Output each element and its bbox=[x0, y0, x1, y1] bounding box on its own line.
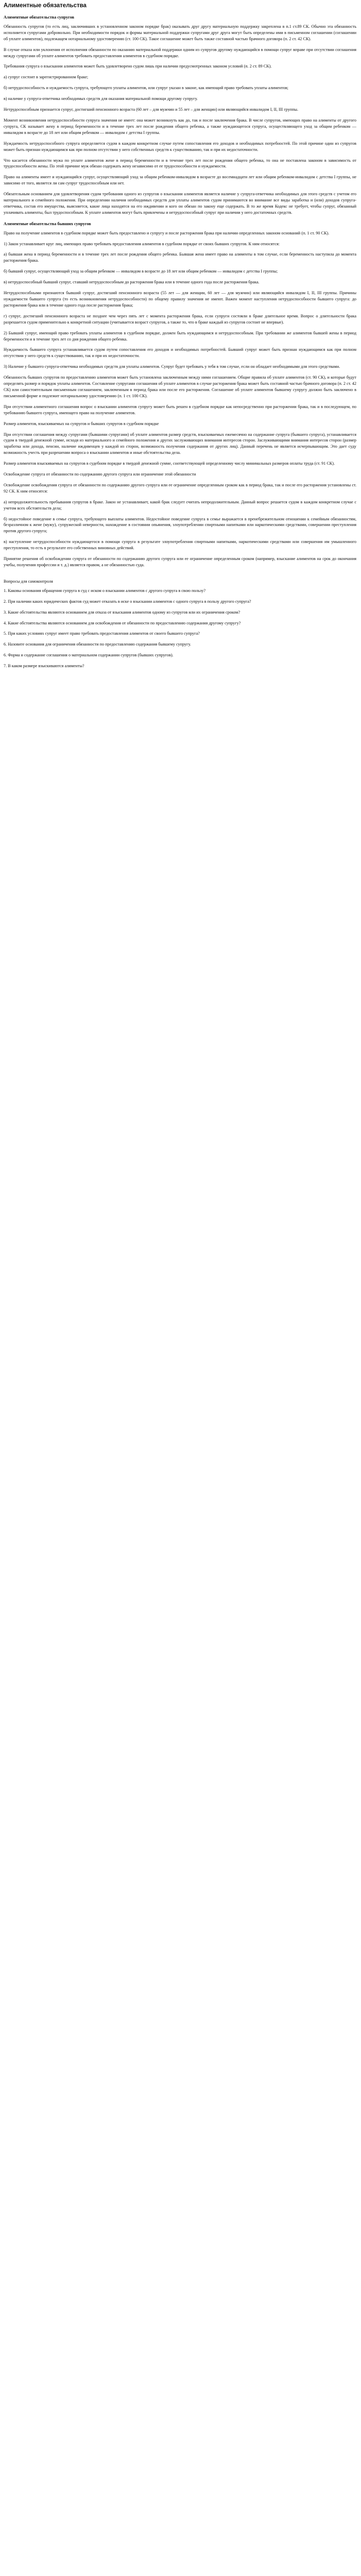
question-item: 6. Форма и содержание соглашения о материальном содержании супругов (бывших супругов). bbox=[4, 653, 174, 658]
paragraph: а) супруг состоит в зарегистрированном браке; bbox=[4, 75, 89, 80]
paragraph: Принятие решения об освобождении супруга от обязанности по содержанию другого супруга или ее ограничение определенным сроком (например, взыскание алиментов на срок до окончания учебы, получения профессии и т. д.) является правом, а не обязанностью суда. bbox=[4, 556, 356, 567]
entitled-persons-list bbox=[4, 251, 356, 325]
list-item: б) бывший супруг, осуществляющий уход за общим ребенком — инвалидом в возрасте до 18 лет или общим ребенком — инвалидом с детства I группы; bbox=[4, 269, 278, 274]
question-item: 7. В каком размере взыскиваются алименты? bbox=[4, 664, 84, 669]
list-item: г) супруг, достигший пенсионного возраста не позднее чем через пять лет с момента расторжения брака, если супруги состояли в браке длительное время. Вопрос о длительности брака разрешается судом применительно к конкретной ситуации (учитывается возраст супругов, а также то, что в браке каждый из супругов состоит не впервые). bbox=[4, 313, 356, 325]
list-item: а) непродолжительность пребывания супругов в браке. Закон не устанавливает, какой брак следует считать непродолжительным. Данный вопрос решается судом в каждом конкретном случае с учетом всех обстоятельств дела; bbox=[4, 499, 356, 511]
page-title: Алиментные обязательства bbox=[4, 3, 87, 9]
paragraph: Нуждаемость бывшего супруга устанавливается судом путем сопоставления его доходов и необходимых потребностей. Бывший супруг может быть признан нуждающимся как при полном отсутствии у него средств к существованию, так и при их недостаточности. bbox=[4, 347, 356, 359]
section-self-check-questions bbox=[4, 579, 356, 669]
paragraph: Обязательным основанием для удовлетворения судом требования одного из супругов о взыскании алиментов является наличие у супруга-ответчика необходимых для этого средств с учетом его материального и семейного положения. При определении наличия необходимых средств для уплаты алиментов судом принимаются во внимание все виды заработка и (или) доходов супруга-ответчика, состав его имущества, выясняется, какие лица находятся на его иждивении и кого он обязан по закону еще содержать. В то же время Кодекс не требует, чтобы супруг, обязанный уплачивать алименты, был трудоспособным. К уплате алиментов могут быть привлечены и нетрудоспособный супруг при наличии у него достаточных средств. bbox=[4, 192, 356, 215]
question-item: 6. Назовите основания для ограничения обязанности по предоставлению содержания бывшему супругу. bbox=[4, 642, 191, 647]
paragraph: Размер алиментов, взыскиваемых на супругов и бывших супругов в судебном порядке bbox=[4, 421, 159, 426]
paragraph: 3) Наличие у бывшего супруга-ответчика необходимых средств для уплаты алиментов. Супруг будет требовать у тебя в том случае, если он обладает необходимыми для этого средствами. bbox=[4, 364, 340, 369]
paragraph: в) наличие у супруга-ответчика необходимых средств для оказания материальной помощи другому супругу. bbox=[4, 96, 198, 101]
paragraph: Освобождение супруга от обязанности по содержанию другого супруга или ограничение этой обязанности bbox=[4, 472, 196, 477]
question-item: 2. При наличии каких юридических фактов суд может отказать в иске о взыскании алиментов с одного супруга в пользу другого супруга? bbox=[4, 599, 251, 604]
list-item: а) бывшая жена в период беременности и в течение трех лет после рождения общего ребенка. Бывшая жена имеет право на алименты в том случае, если беременность наступила до момента расторжения брака. bbox=[4, 252, 356, 263]
questions-list bbox=[4, 588, 356, 669]
list-item: б) недостойное поведение в семье супруга, требующего выплаты алиментов. Недостойное поведение супруга в семье выражается в пренебрежительном отношении к семейным обязанностям, безразличном к жене (мужу), супружеской неверности, нахождение в состоянии опьянения, злоупотреблении спиртными напитками или наркотическими средствами, совершении преступления против другого супруга; bbox=[4, 516, 356, 534]
question-item: 5. При каких условиях супруг имеет право требовать предоставления алиментов от своего бывшего супруга? bbox=[4, 631, 200, 636]
paragraph: Размер алиментов взыскиваемых на супругов в судебном порядке в твердой денежной сумме, соответствующей определенному числу минимальных размеров оплаты труда (ст. 91 СК). bbox=[4, 461, 335, 466]
question-item: 1. Каковы основания обращения супруга в суд с иском о взыскании алиментов с другого супруга в свою пользу? bbox=[4, 588, 205, 593]
paragraph: Нетрудоспособным признается супруг, достигший пенсионного возраста (60 лет – для мужчин и 55 лет – для женщин) или являющийся инвалидом I, II, III группы. bbox=[4, 107, 299, 112]
paragraph: Обязанность бывших супругов по предоставлению алиментов может быть установлена заключенным между ними соглашением. Общие правила об уплате алиментов (ст. 90 СК), и которые будут определять размер и порядок уплаты алиментов. Составление супругами соглашения об уплате алиментов в случае расторжения брака может быть составной частью брачного договора (п. 2 ст. 42 СК) или самостоятельным письменным соглашением, заключенным в период брака или после его расторжения. Соглашение об уплате алиментов бывшему супругу должно быть заключено в письменной форме и подлежит нотариальному удостоверению (п. 1 ст. 100 СК). bbox=[4, 375, 356, 398]
paragraph: При отсутствии алиментного соглашения вопрос о взыскании алиментов супругу может быть решен в судебном порядке как непосредственно при расторжении брака, так и в последующем, по требованию бывшего супруга, имеющего право на получение алиментов. bbox=[4, 404, 356, 415]
paragraph: Право на алименты имеет и нуждающийся супруг, осуществляющий уход за общим ребенком-инвалидом в возрасте до восемнадцати лет или общим ребенком-инвалидом с детства I группы, не зависимо от того, является ли сам супруг трудоспособным или нет. bbox=[4, 175, 356, 186]
section-former-spouses bbox=[4, 221, 356, 568]
questions-heading: Вопросы для самоконтроля bbox=[4, 579, 53, 584]
paragraph: Обязанность супругов (то есть лиц, заключивших в установленном законом порядке брак) оказывать друг другу материальную поддержку закреплена в п.1 ст.89 СК. Обычно эта обязанность исполняется супругами добровольно. При необходимости порядок и формы материальной поддержки супругами друг друга могут быть определены ими в письменном соглашении (соглашении об уплате алиментов), подлежащем нотариальному удостоверению (ст. 100 СК). Такое соглашение может быть также составной частью брачного договора (п. 2 ст. 42 СК). bbox=[4, 24, 356, 41]
question-item: 3. Какие обстоятельства являются основанием для отказа от взыскания алиментов одному из супругов или их ограничения сроком? bbox=[4, 609, 240, 615]
exemption-grounds-list bbox=[4, 499, 356, 551]
question-item: 4. Какие обстоятельства являются основанием для освобождения от обязанности по предоставлению содержания другому супругу? bbox=[4, 620, 241, 625]
paragraph: б) нетрудоспособность и нуждаемость супруга, требующего уплаты алиментов, или супруг указан в законе, как имеющий право требовать уплаты алиментов; bbox=[4, 86, 288, 91]
section-spouses bbox=[4, 14, 356, 216]
paragraph: Нуждаемость нетрудоспособного супруга определяется судом в каждом конкретном случае путем сопоставления его доходов и необходимых потребностей. По этой причине один из супругов может быть признан нуждающимся как при полном отсутствии у него собственных средств к существованию, так и при их недостаточности. bbox=[4, 141, 356, 152]
paragraph: Право на получение алиментов в судебном порядке может быть предоставлено и супругу и после расторжения брака при наличии определенных законом оснований (п. 1 ст. 90 СК). bbox=[4, 230, 330, 235]
list-item: в) нетрудоспособный бывший супруг, ставший нетрудоспособным до расторжения брака или в течение одного года после расторжения брака. bbox=[4, 280, 260, 285]
paragraph: Момент возникновения нетрудоспособности супруга значения не имеет: она может возникнуть как до, так и после заключения брака. В числе супругов, имеющих право на алименты от другого супруга, СК называет жену в период беременности и в течение трех лет после рождения общего ребенка, а также нуждающегося супруга, осуществляющего уход за общим ребенком — инвалидом в возрасте до 18 лет или общим ребенком — инвалидом с детства I группы. bbox=[4, 117, 356, 135]
section-heading-spouses: Алиментные обязательства супругов bbox=[4, 15, 75, 20]
paragraph: При отсутствии соглашения между супругами (бывшими супругами) об уплате алиментов размер средств, взыскиваемых ежемесячно на содержание супруга (бывшего супруга), устанавливается судом в твердой денежной сумме, исходя из материального и семейного положения и других заслуживающих внимания интересов сторон. Заслуживающими внимания интересов сторон (размер заработка или дохода, пенсии, наличие иждивенцев у каждой из сторон, возможность получения содержания от других лиц). Данный перечень не является исчерпывающим. Это дает суду возможность учесть при разрешении вопроса о взыскании алиментов и иные обстоятельства дела. bbox=[4, 432, 356, 455]
list-item: Нетрудоспособными признаются бывший супруг, достигший пенсионного возраста (55 лет — для женщин, 60 лет — для мужчин) или являющийся инвалидом I, II, III группы. Причины нуждаемости бывшего супруга (то есть возникновения нетрудоспособности) по общему правилу значения не имеют. Важен момент наступления нетрудоспособности бывшего супруга: до расторжения брака или в течение одного года после расторжения брака; bbox=[4, 291, 356, 308]
paragraph: 2) Бывший супруг, имеющий право требовать уплаты алиментов в судебном порядке, должен быть нуждающимся и нетрудоспособным. При требовании же алиментов бывшей жены в период беременности и в течение трех лет со дня рождения общего ребенка. bbox=[4, 330, 356, 342]
paragraph: Требования супруга о взыскании алиментов может быть удовлетворено судом лишь при наличии предусмотренных законом условий (п. 2 ст. 89 СК). bbox=[4, 64, 272, 69]
list-item: в) наступление нетрудоспособности нуждающегося в помощи супруга в результате злоупотребления спиртными напитками, наркотическими средствами или совершения им умышленного преступления, то есть в результате его собственных виновных действий. bbox=[4, 539, 356, 551]
section-heading-former-spouses: Алиментные обязательства бывших супругов bbox=[4, 221, 91, 226]
paragraph: Освобождение освобождения супруга от обязанности по содержанию другого супруга или ее ограничение определенным сроком как в период брака, так и после его расторжения установлены ст. 92 СК. К ним относятся: bbox=[4, 482, 356, 494]
paragraph: В случае отказа или уклонения от исполнения обязанности по оказанию материальной поддержки одним из супругов другому нуждающийся в помощи супруг вправе при отсутствии соглашения между супругами об уплате алиментов требовать предоставления алиментов в судебном порядке. bbox=[4, 47, 356, 58]
paragraph: 1) Закон устанавливает круг лиц, имеющих право требовать предоставления алиментов в судебном порядке от своих бывших супругов. К ним относятся: bbox=[4, 241, 280, 246]
paragraph: Что касается обязанности мужа по уплате алиментов жене в период беременности и в течение трех лет после рождения общего ребенка, то она не поставлена законом в зависимость от трудоспособности жены. По этой причине муж обязан содержать жену независимо от ее трудоспособности и нуждаемости. bbox=[4, 158, 356, 169]
